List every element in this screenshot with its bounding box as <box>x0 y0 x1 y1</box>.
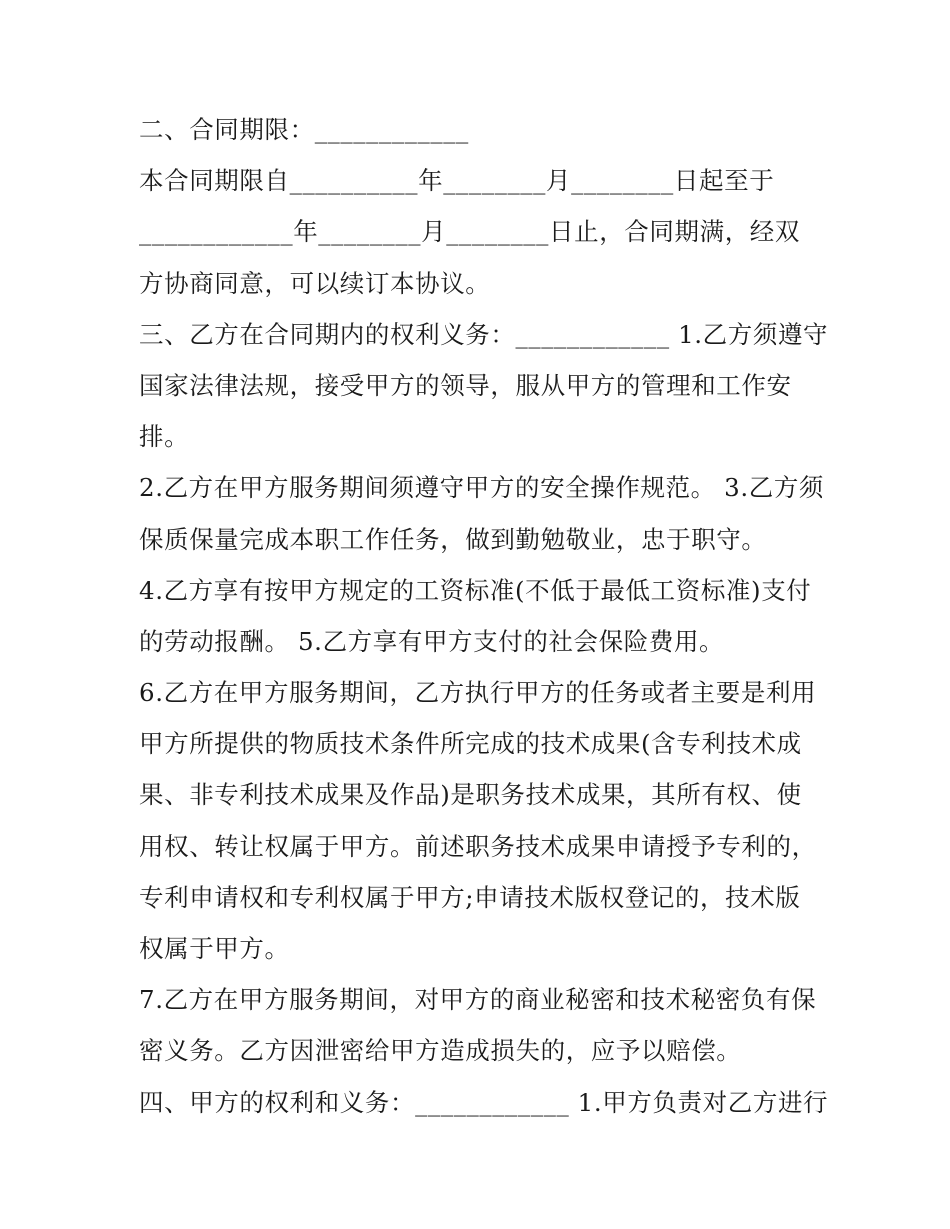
text-line: 国家法律法规，接受甲方的领导，服从甲方的管理和工作安 <box>139 370 792 400</box>
contract-body <box>139 104 829 1128</box>
text-line: 专利申请权和专利权属于甲方;申请技术版权登记的，技术版 <box>139 882 801 912</box>
text-line: 方协商同意，可以续订本协议。 <box>139 268 491 298</box>
text-line: 本合同期限自__________年________月________日起至于 <box>139 166 775 196</box>
text-line: 三、乙方在合同期内的权利义务：____________ 1.乙方须遵守 <box>139 319 829 349</box>
text-line: 四、甲方的权利和义务：____________ 1.甲方负责对乙方进行 <box>139 1087 829 1117</box>
text-line: 权属于甲方。 <box>139 934 290 963</box>
text-line: 二、合同期限：____________ <box>139 115 469 144</box>
text-line: 4.乙方享有按甲方规定的工资标准(不低于最低工资标准)支付 <box>139 575 812 605</box>
text-line: 密义务。乙方因泄密给甲方造成损失的，应予以赔偿。 <box>139 1036 742 1066</box>
text-line: 的劳动报酬。 5.乙方享有甲方支付的社会保险费用。 <box>139 626 725 656</box>
text-line: 保质保量完成本职工作任务，做到勤勉敬业，忠于职守。 <box>139 524 767 554</box>
text-line: 7.乙方在甲方服务期间，对甲方的商业秘密和技术秘密负有保 <box>139 985 817 1015</box>
text-line: 6.乙方在甲方服务期间，乙方执行甲方的任务或者主要是利用 <box>139 678 817 708</box>
text-line: 排。 <box>139 422 190 452</box>
text-line: 甲方所提供的物质技术条件所完成的技术成果(含专利技术成 <box>139 729 802 759</box>
text-line: 2.乙方在甲方服务期间须遵守甲方的安全操作规范。 3.乙方须 <box>139 473 825 503</box>
text-line: 用权、转让权属于甲方。前述职务技术成果申请授予专利的， <box>139 831 817 861</box>
text-line: ____________年________月________日止，合同期满，经双 <box>139 217 800 247</box>
text-line: 果、非专利技术成果及作品)是职务技术成果，其所有权、使 <box>139 780 802 810</box>
